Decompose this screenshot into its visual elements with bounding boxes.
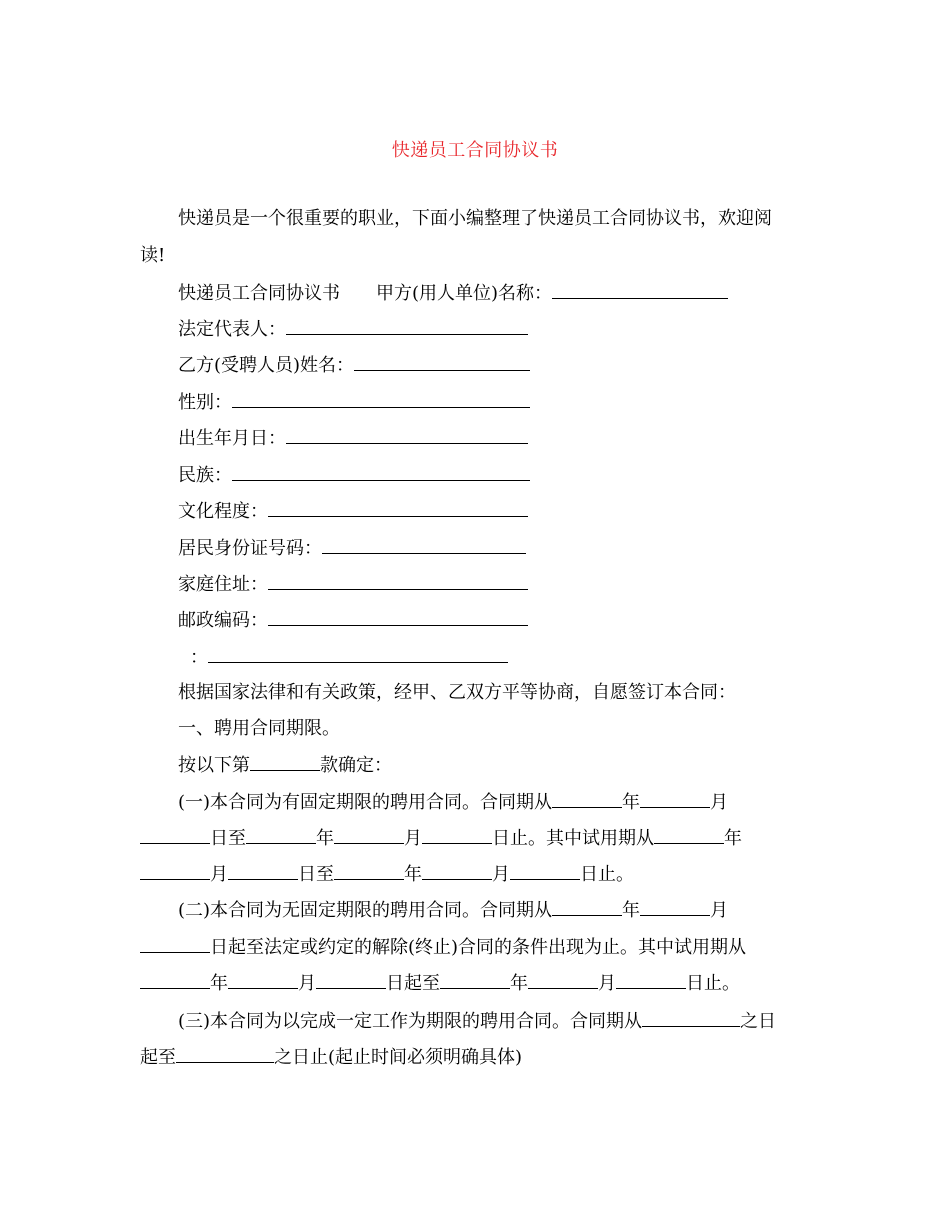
- unnamed-field-label: ：: [190, 647, 208, 668]
- choice-prefix: 按以下第: [178, 755, 250, 776]
- year-text: 年: [210, 973, 228, 994]
- date-blank[interactable]: [228, 861, 298, 880]
- clause2-line1: [178, 897, 728, 924]
- date-blank[interactable]: [140, 934, 210, 953]
- address-label: 家庭住址：: [178, 574, 268, 595]
- legal-rep-row: [178, 316, 528, 343]
- month-text: 月: [492, 864, 510, 885]
- date-blank[interactable]: [228, 970, 298, 989]
- party-b-row: [178, 352, 530, 379]
- date-blank[interactable]: [654, 825, 724, 844]
- date-blank[interactable]: [528, 970, 598, 989]
- legal-rep-label: 法定代表人：: [178, 319, 286, 340]
- clause1-line2: [140, 825, 742, 852]
- ethnicity-label: 民族：: [178, 465, 232, 486]
- birth-date-blank[interactable]: [286, 425, 528, 444]
- id-number-label: 居民身份证号码：: [178, 538, 322, 559]
- date-blank[interactable]: [246, 825, 316, 844]
- date-blank[interactable]: [316, 970, 386, 989]
- clause2-mid: 日起至法定或约定的解除(终止)合同的条件出现为止。其中试用期从: [210, 937, 747, 958]
- party-b-blank[interactable]: [354, 352, 530, 371]
- date-blank[interactable]: [640, 897, 710, 916]
- clause1-line3: [140, 861, 634, 888]
- date-blank[interactable]: [616, 970, 686, 989]
- date-blank[interactable]: [140, 861, 210, 880]
- day-from-to-text: 日起至: [386, 973, 440, 994]
- choice-row: [178, 752, 392, 779]
- birth-date-label: 出生年月日：: [178, 428, 286, 449]
- education-row: [178, 498, 528, 525]
- date-blank[interactable]: [176, 1044, 274, 1063]
- gender-row: [178, 389, 530, 416]
- legal-rep-blank[interactable]: [286, 316, 528, 335]
- month-text: 月: [404, 828, 422, 849]
- date-blank[interactable]: [334, 825, 404, 844]
- document-title: 快递员工合同协议书: [391, 140, 559, 161]
- date-blank[interactable]: [334, 861, 404, 880]
- clause3-tail1: 之日: [740, 1011, 777, 1032]
- trial-text: 其中试用期从: [546, 828, 654, 849]
- year-text: 年: [622, 900, 641, 921]
- header-label: 快递员工合同协议书: [178, 283, 340, 304]
- id-number-row: [178, 535, 526, 562]
- education-blank[interactable]: [268, 498, 528, 517]
- party-a-blank[interactable]: [552, 280, 728, 299]
- date-blank[interactable]: [140, 825, 210, 844]
- month-text: 月: [298, 973, 316, 994]
- date-blank[interactable]: [422, 825, 492, 844]
- year-text: 年: [510, 973, 528, 994]
- clause3-start2: 起至: [140, 1047, 176, 1068]
- ethnicity-row: [178, 462, 530, 489]
- clause3-tail2: 之日止(起止时间必须明确具体): [274, 1047, 523, 1068]
- date-blank[interactable]: [440, 970, 510, 989]
- day-to-text: 日至: [298, 864, 334, 885]
- clause3-line2: [140, 1044, 522, 1071]
- clause3-line1: [178, 1008, 776, 1035]
- birth-date-row: [178, 425, 528, 452]
- postcode-blank[interactable]: [268, 607, 528, 626]
- intro-line-2: 读!: [140, 245, 166, 266]
- date-blank[interactable]: [422, 861, 492, 880]
- day-end-text: 日止。: [580, 864, 634, 885]
- year-text: 年: [316, 828, 334, 849]
- clause2-line2: [140, 934, 746, 961]
- ethnicity-blank[interactable]: [232, 462, 530, 481]
- party-b-label: 乙方(受聘人员)姓名：: [178, 355, 355, 376]
- address-blank[interactable]: [268, 571, 528, 590]
- gender-blank[interactable]: [232, 389, 530, 408]
- education-label: 文化程度：: [178, 501, 268, 522]
- day-end-text: 日止。: [686, 973, 740, 994]
- choice-suffix: 款确定：: [320, 755, 392, 776]
- date-blank[interactable]: [510, 861, 580, 880]
- date-blank[interactable]: [640, 789, 710, 808]
- month-text: 月: [210, 864, 228, 885]
- date-blank[interactable]: [642, 1008, 740, 1027]
- clause3-lead: (三)本合同为以完成一定工作为期限的聘用合同。合同期从: [178, 1011, 643, 1032]
- month-text: 月: [710, 900, 729, 921]
- month-text: 月: [710, 792, 729, 813]
- year-text: 年: [724, 828, 742, 849]
- postcode-label: 邮政编码：: [178, 610, 268, 631]
- clause1-lead: (一)本合同为有固定期限的聘用合同。合同期从: [178, 792, 553, 813]
- clause2-line3: [140, 970, 740, 997]
- month-text: 月: [598, 973, 616, 994]
- address-row: [178, 571, 528, 598]
- id-number-blank[interactable]: [322, 535, 526, 554]
- date-blank[interactable]: [140, 970, 210, 989]
- year-text: 年: [404, 864, 422, 885]
- unnamed-field-blank[interactable]: [208, 644, 508, 663]
- section1-heading: 一、聘用合同期限。: [178, 718, 340, 739]
- choice-blank[interactable]: [250, 752, 320, 771]
- date-blank[interactable]: [552, 897, 622, 916]
- header-field-row: [178, 280, 728, 307]
- intro-line-1: 快递员是一个很重要的职业，下面小编整理了快递员工合同协议书，欢迎阅: [178, 208, 772, 229]
- clause2-lead: (二)本合同为无固定期限的聘用合同。合同期从: [178, 900, 553, 921]
- date-blank[interactable]: [552, 789, 622, 808]
- day-to-text: 日至: [210, 828, 246, 849]
- unnamed-field-row: [190, 644, 508, 671]
- party-a-label: 甲方(用人单位)名称：: [376, 283, 553, 304]
- clause1-line1: [178, 789, 728, 816]
- year-text: 年: [622, 792, 641, 813]
- day-end-text: 日止。: [492, 828, 546, 849]
- gender-label: 性别：: [178, 392, 232, 413]
- postcode-row: [178, 607, 528, 634]
- preamble: 根据国家法律和有关政策，经甲、乙双方平等协商，自愿签订本合同：: [178, 682, 736, 703]
